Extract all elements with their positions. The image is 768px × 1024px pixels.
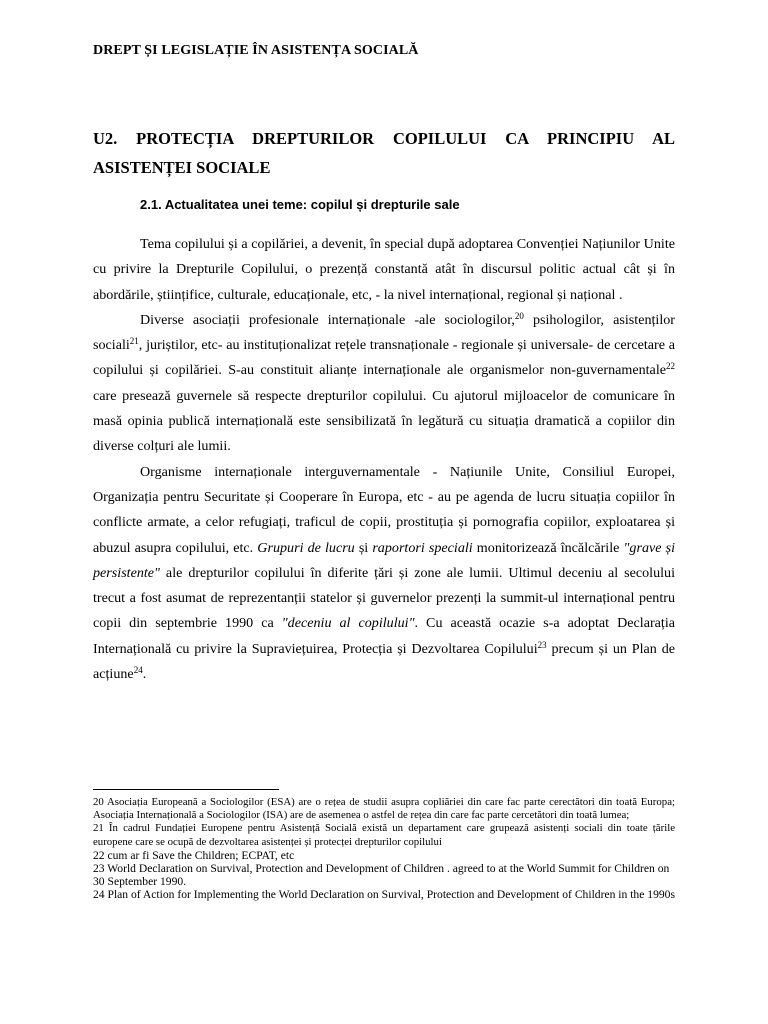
paragraph-3-italic-3: "grave și persistente" xyxy=(93,539,675,581)
chapter-title-line-2: ASISTENȚEI SOCIALE xyxy=(93,158,271,177)
paragraph-2-text-c: , juriștilor, etc- au instituționalizat rețele transnaționale - regionale și universale- de cercetare a copilului și copilăriei. S-au constituit alianțe internaționale ale organismelor non-guvernamentale xyxy=(93,337,675,379)
footnote-ref-24[interactable]: 24 xyxy=(133,665,143,676)
paragraph-2-text-b: psihologilor, asistenților sociali xyxy=(93,311,675,354)
paragraph-3-text-d: ale drepturilor copilului în diferite țări și zone ale lumii. Ultimul deceniu al secolului trecut a fost asumat de reprezentanții statelor și guvernelor prezenți la summit-ul internațional pentru copii din septembrie 1990 ca xyxy=(93,564,675,632)
body-text xyxy=(93,232,675,687)
running-header: DREPT ȘI LEGISLAȚIE ÎN ASISTENȚA SOCIALĂ xyxy=(93,43,419,58)
paragraph-3-italic-1: Grupuri de lucru xyxy=(257,539,355,556)
chapter-title-line-1: U2. PROTECȚIA DREPTURILOR COPILULUI CA PRINCIPIU AL xyxy=(93,129,675,148)
paragraph-3-text-b: și xyxy=(354,539,373,556)
footnote-24: 24 Plan of Action for Implementing the World Declaration on Survival, Protection and Development of Children in the 1990s xyxy=(93,888,675,902)
paragraph-3-text-c: monitorizează încălcările xyxy=(472,539,624,556)
paragraph-2-text-a: Diverse asociații profesionale internaționale -ale sociologilor, xyxy=(140,311,515,328)
paragraph-3-text-f: precum și un Plan de acțiune xyxy=(93,640,675,683)
footnote-ref-22[interactable]: 22 xyxy=(666,361,675,372)
paragraph-1: Tema copilului și a copilăriei, a devenit, în special după adoptarea Convenției Națiunilor Unite cu privire la Drepturile Copilului, o prezență constantă atât în discursul politic actual cât și în abordările, științifice, culturale, educaționale, etc, - la nivel internațional, regional și național . xyxy=(93,236,675,303)
paragraph-3-text-a: Organisme internaționale interguvernamentale - Națiunile Unite, Consiliul Europei, Organizația pentru Securitate și Cooperare în Europa, etc - au pe agenda de lucru situația copiilor în conflicte armate, a celor refugiați, traficul de copii, prostituția și pornografia copiilor, exploatarea și abuzul asupra copilului, etc. xyxy=(93,463,675,556)
footnote-separator xyxy=(93,789,279,790)
paragraph-3-text-e: . Cu această ocazie s-a adoptat Declarația Internațională cu privire la Supraviețuirea, Protecția și Dezvoltarea Copilului xyxy=(93,615,676,657)
paragraph-2-text-d: care presează guvernele să respecte drepturilor copilului. Cu ajutorul mijloacelor de comunicare în masă opinia publică internațională este sensibilizată în legătură cu situația dramatică a copiilor din diverse colțuri ale lumii. xyxy=(93,387,675,455)
chapter-title xyxy=(93,124,675,182)
paragraph-2 xyxy=(93,308,675,460)
footnote-ref-21[interactable]: 21 xyxy=(129,336,139,347)
footnote-22: 22 cum ar fi Save the Children; ECPAT, etc xyxy=(93,848,295,862)
footnotes xyxy=(93,796,675,902)
footnote-20: 20 Asociația Europeană a Sociologilor (ESA) are o rețea de studii asupra copliăriei din care fac parte cerectători din toată Europa; Asociația Internațională a Sociologilor (ISA) are de asemenea o astfel de rețea din care fac parte cercetători din toată lumea; xyxy=(93,796,675,822)
footnote-23: 23 World Declaration on Survival, Protection and Development of Children . agreed to at the World Summit for Children on 30 September 1990. xyxy=(93,862,670,889)
paragraph-3 xyxy=(93,460,675,688)
paragraph-3-italic-2: raportori speciali xyxy=(372,539,473,556)
footnote-ref-20[interactable]: 20 xyxy=(514,310,524,321)
section-title: 2.1. Actualitatea unei teme: copilul și drepturile sale xyxy=(140,197,460,212)
paragraph-3-italic-4: "deceniu al copilului" xyxy=(281,615,415,632)
paragraph-3-text-g: . xyxy=(142,666,147,683)
footnote-21: 21 În cadrul Fundației Europene pentru Asistență Socială există un departament care grupează asistenți sociali din toate țările europene care se ocupă de dezvoltarea asistenței și protecței drepturilor copilului xyxy=(93,822,675,848)
footnote-ref-23[interactable]: 23 xyxy=(537,639,547,650)
